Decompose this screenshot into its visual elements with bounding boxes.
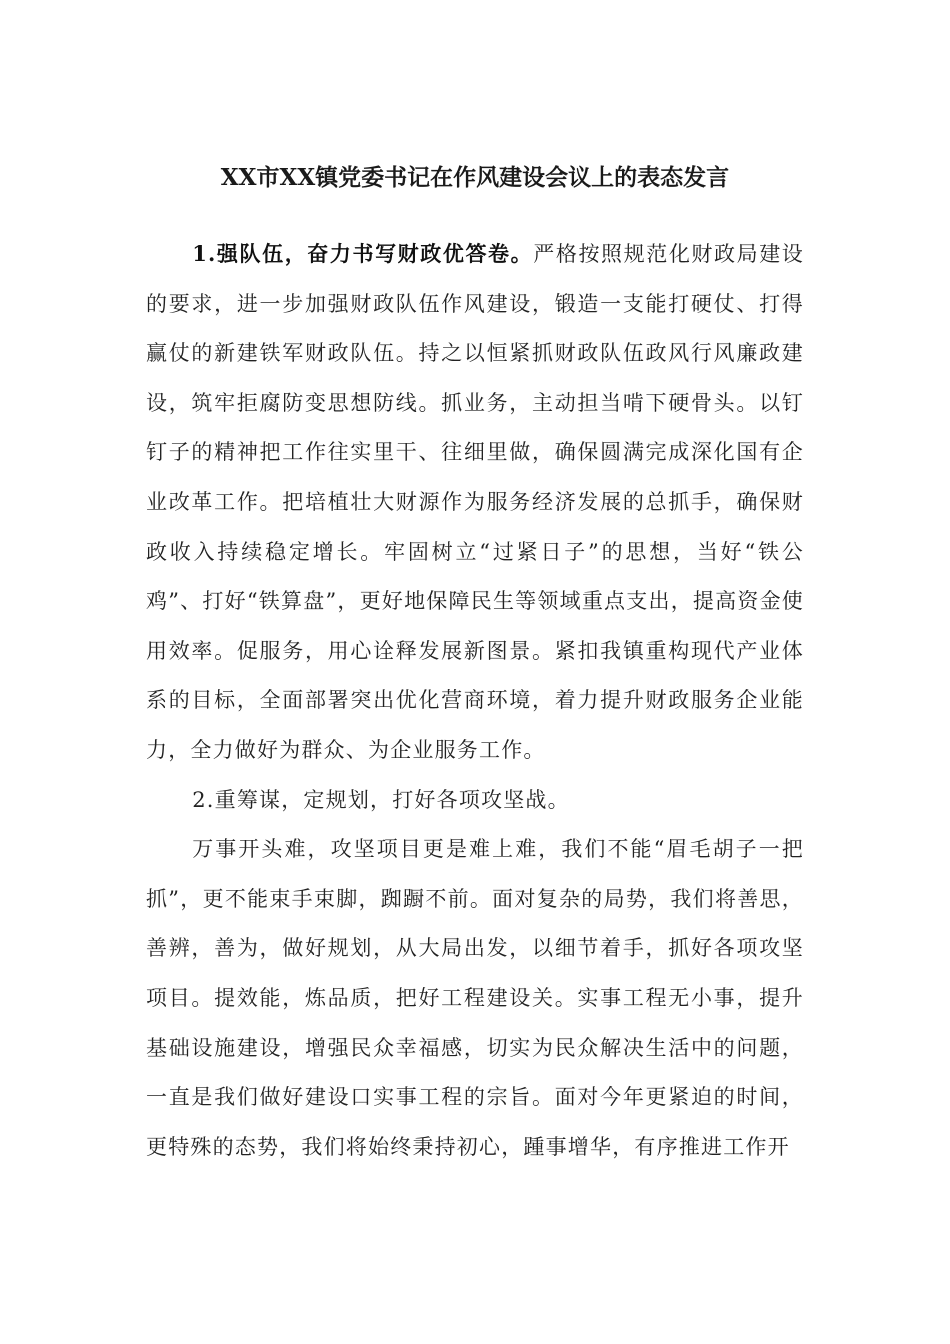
paragraph-1 xyxy=(146,229,804,776)
paragraph-1-lead: 1.强队伍，奋力书写财政优答卷。 xyxy=(192,241,534,266)
paragraph-1-text: 严格按照规范化财政局建设的要求，进一步加强财政队伍作风建设，锻造一支能打硬仗、打得赢仗的新建铁军财政队伍。持之以恒紧抓财政队伍政风行风廉政建设，筑牢拒腐防变思想防线。抓业务，主动担当啃下硬骨头。以钉钉子的精神把工作往实里干、往细里做，确保圆满完成深化国有企业改革工作。把培植壮大财源作为服务经济发展的总抓手，确保财政收入持续稳定增长。牢固树立“过紧日子”的思想，当好“铁公鸡”、打好“铁算盘”，更好地保障民生等领域重点支出，提高资金使用效率。促服务，用心诠释发展新图景。紧扣我镇重构现代产业体系的目标，全面部署突出优化营商环境，着力提升财政服务企业能力，全力做好为群众、为企业服务工作。 xyxy=(146,242,804,762)
paragraph-3 xyxy=(146,825,804,1172)
paragraph-3-text: 万事开头难，攻坚项目更是难上难，我们不能“眉毛胡子一把抓”，更不能束手束脚，踟蹰不前。面对复杂的局势，我们将善思，善辨，善为，做好规划，从大局出发，以细节着手，抓好各项攻坚项目。提效能，炼品质，把好工程建设关。实事工程无小事，提升基础设施建设，增强民众幸福感，切实为民众解决生活中的问题，一直是我们做好建设口实事工程的宗旨。面对今年更紧迫的时间，更特殊的态势，我们将始终秉持初心，踵事增华，有序推进工作开 xyxy=(146,837,804,1159)
document-body xyxy=(146,229,804,1172)
paragraph-2 xyxy=(146,776,804,826)
paragraph-2-text: 2.重筹谋，定规划，打好各项攻坚战。 xyxy=(192,787,570,812)
document-title: XX市XX镇党委书记在作风建设会议上的表态发言 xyxy=(220,164,730,191)
